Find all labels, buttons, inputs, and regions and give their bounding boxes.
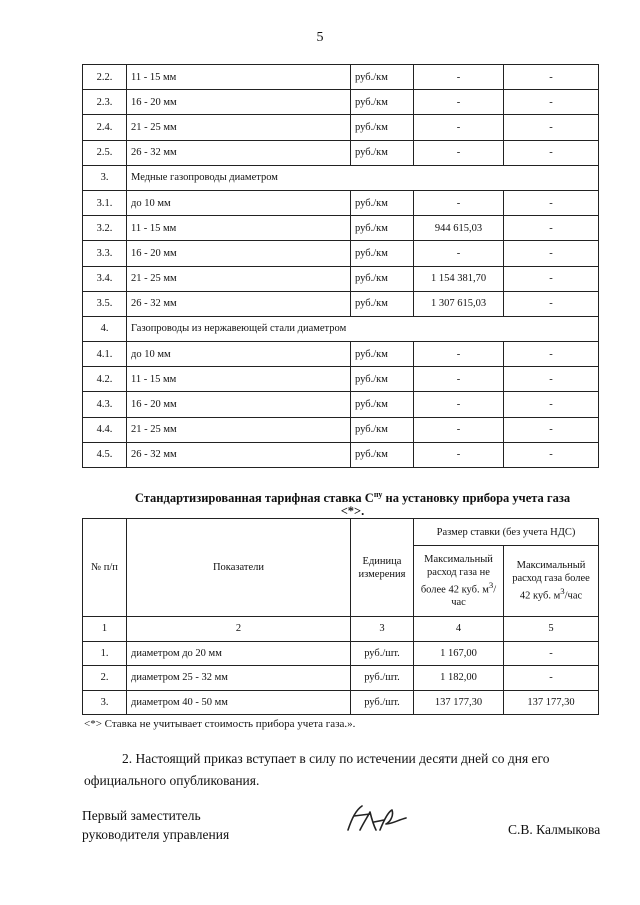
meter-rate-title-sup: пу — [373, 490, 383, 499]
table-row — [83, 216, 599, 241]
row-value-1: - — [414, 241, 504, 266]
row-unit: руб./км — [351, 442, 414, 467]
table-row — [83, 417, 599, 442]
row-value-1: - — [414, 140, 504, 165]
row-unit: руб./км — [351, 140, 414, 165]
section-row — [83, 316, 599, 341]
row-label: диаметром 25 - 32 мм — [127, 666, 351, 691]
meter-rate-title-main: Стандартизированная тарифная ставка С — [134, 491, 374, 506]
row-number: 2.2. — [83, 65, 127, 90]
row-unit: руб./км — [351, 342, 414, 367]
row-unit: руб./км — [351, 291, 414, 316]
header-col4-sup: 3 — [488, 579, 494, 590]
row-label: 16 - 20 мм — [127, 90, 351, 115]
row-unit: руб./км — [351, 90, 414, 115]
row-value-1: - — [414, 417, 504, 442]
col-number-2: 2 — [127, 617, 351, 642]
row-value-1: - — [414, 65, 504, 90]
table-row — [83, 392, 599, 417]
row-number: 2.5. — [83, 140, 127, 165]
table-row — [83, 115, 599, 140]
row-value-1: 1 307 615,03 — [414, 291, 504, 316]
handwritten-signature — [340, 800, 410, 840]
row-value-2: - — [504, 442, 599, 467]
row-label: 11 - 15 мм — [127, 367, 351, 392]
row-value-1: - — [414, 115, 504, 140]
row-number: 1. — [83, 641, 127, 666]
row-value-2: - — [504, 115, 599, 140]
row-label: диаметром 40 - 50 мм — [127, 690, 351, 715]
row-label: 16 - 20 мм — [127, 392, 351, 417]
row-value-2: 137 177,30 — [504, 690, 599, 715]
section-label: Медные газопроводы диаметром — [127, 165, 599, 190]
row-number: 3.5. — [83, 291, 127, 316]
header-col5-text: Максимальный расход газа более 42 куб. м — [512, 560, 590, 602]
row-value-1: - — [414, 392, 504, 417]
row-value-1: 1 154 381,70 — [414, 266, 504, 291]
table-row — [83, 291, 599, 316]
header-col4 — [414, 546, 504, 617]
table-row — [83, 190, 599, 215]
header-rate: Размер ставки (без учета НДС) — [414, 519, 599, 546]
signatory-line-1: Первый заместитель — [82, 808, 201, 823]
row-unit: руб./шт. — [351, 690, 414, 715]
row-label: до 10 мм — [127, 342, 351, 367]
table-row — [83, 140, 599, 165]
footnote: <*> Ставка не учитывает стоимость прибора учета газа.». — [84, 718, 356, 730]
row-label: 16 - 20 мм — [127, 241, 351, 266]
table-row — [83, 666, 599, 691]
col-number-1: 1 — [83, 617, 127, 642]
row-label: до 10 мм — [127, 190, 351, 215]
row-value-1: - — [414, 90, 504, 115]
row-number: 4.3. — [83, 392, 127, 417]
row-value-1: 137 177,30 — [414, 690, 504, 715]
header-col4-suffix: /час — [451, 584, 497, 609]
row-label: диаметром до 20 мм — [127, 641, 351, 666]
row-unit: руб./шт. — [351, 641, 414, 666]
signatory-title — [82, 806, 229, 844]
row-value-2: - — [504, 90, 599, 115]
row-value-1: 1 167,00 — [414, 641, 504, 666]
row-value-2: - — [504, 266, 599, 291]
row-unit: руб./км — [351, 367, 414, 392]
table-row — [83, 241, 599, 266]
meter-rate-title-tail: <*>. — [340, 504, 365, 519]
row-number: 4.5. — [83, 442, 127, 467]
row-value-2: - — [504, 392, 599, 417]
row-number: 2. — [83, 666, 127, 691]
row-unit: руб./км — [351, 216, 414, 241]
header-unit: Единица измерения — [351, 519, 414, 617]
table-row — [83, 90, 599, 115]
order-paragraph: 2. Настоящий приказ вступает в силу по истечении десяти дней со дня его официального опубликования. — [84, 751, 550, 788]
row-value-1: - — [414, 442, 504, 467]
row-number: 4. — [83, 316, 127, 341]
row-value-2: - — [504, 140, 599, 165]
signatory-name: С.В. Калмыкова — [508, 822, 601, 837]
table-row — [83, 690, 599, 715]
row-number: 3.3. — [83, 241, 127, 266]
column-numbers-row — [83, 617, 599, 642]
row-unit: руб./км — [351, 266, 414, 291]
row-value-2: - — [504, 342, 599, 367]
col-number-4: 4 — [414, 617, 504, 642]
row-unit: руб./км — [351, 115, 414, 140]
row-value-1: 1 182,00 — [414, 666, 504, 691]
row-value-2: - — [504, 417, 599, 442]
row-label: 26 - 32 мм — [127, 291, 351, 316]
meter-rate-title-rest: на установку прибора учета газа — [382, 491, 571, 506]
table-row — [83, 641, 599, 666]
table-row — [83, 367, 599, 392]
row-value-2: - — [504, 65, 599, 90]
col-number-3: 3 — [351, 617, 414, 642]
section-row — [83, 165, 599, 190]
header-row-1 — [83, 519, 599, 546]
row-label: 21 - 25 мм — [127, 115, 351, 140]
signatory-line-2: руководителя управления — [82, 827, 230, 842]
row-label: 21 - 25 мм — [127, 266, 351, 291]
row-number: 3. — [83, 165, 127, 190]
header-col4-text: Максимальный расход газа не более 42 куб. м — [420, 553, 493, 596]
section-label: Газопроводы из нержавеющей стали диаметром — [127, 316, 599, 341]
row-label: 11 - 15 мм — [127, 216, 351, 241]
page-number: 5 — [316, 30, 324, 45]
table-row — [83, 342, 599, 367]
row-value-1: - — [414, 367, 504, 392]
header-col5-suffix: /час — [564, 590, 583, 602]
header-col5 — [504, 546, 599, 617]
row-number: 2.4. — [83, 115, 127, 140]
row-number: 3.2. — [83, 216, 127, 241]
meter-rate-title — [90, 488, 615, 518]
row-unit: руб./шт. — [351, 666, 414, 691]
tariff-table-pipelines — [82, 64, 599, 468]
row-value-1: - — [414, 342, 504, 367]
row-value-2: - — [504, 241, 599, 266]
row-label: 11 - 15 мм — [127, 65, 351, 90]
table-row — [83, 65, 599, 90]
col-number-5: 5 — [504, 617, 599, 642]
row-value-2: - — [504, 666, 599, 691]
row-value-1: 944 615,03 — [414, 216, 504, 241]
row-unit: руб./км — [351, 65, 414, 90]
row-value-2: - — [504, 216, 599, 241]
row-label: 26 - 32 мм — [127, 442, 351, 467]
row-value-2: - — [504, 291, 599, 316]
row-number: 2.3. — [83, 90, 127, 115]
row-value-2: - — [504, 190, 599, 215]
table-row — [83, 266, 599, 291]
row-unit: руб./км — [351, 241, 414, 266]
meter-rate-table — [82, 518, 599, 715]
row-value-2: - — [504, 367, 599, 392]
row-value-2: - — [504, 641, 599, 666]
row-value-1: - — [414, 190, 504, 215]
row-label: 21 - 25 мм — [127, 417, 351, 442]
row-unit: руб./км — [351, 392, 414, 417]
row-unit: руб./км — [351, 190, 414, 215]
table-row — [83, 442, 599, 467]
row-number: 4.2. — [83, 367, 127, 392]
header-num: № п/п — [83, 519, 127, 617]
header-col5-sup: 3 — [560, 586, 565, 597]
row-unit: руб./км — [351, 417, 414, 442]
header-label: Показатели — [127, 519, 351, 617]
row-number: 4.4. — [83, 417, 127, 442]
row-label: 26 - 32 мм — [127, 140, 351, 165]
row-number: 3.4. — [83, 266, 127, 291]
row-number: 3.1. — [83, 190, 127, 215]
row-number: 3. — [83, 690, 127, 715]
row-number: 4.1. — [83, 342, 127, 367]
